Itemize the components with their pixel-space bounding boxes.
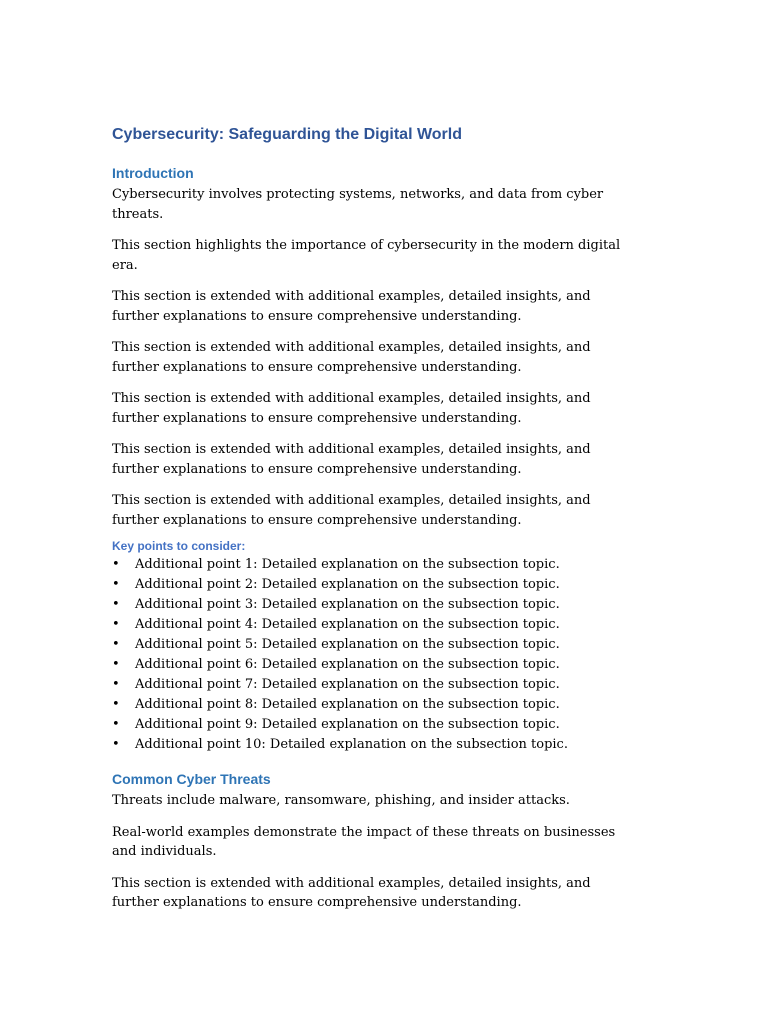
list-item (112, 615, 632, 635)
list-item (112, 655, 632, 675)
bullet-icon: • (112, 637, 120, 652)
bullet-icon: • (112, 697, 120, 712)
paragraph: This section is extended with additional examples, detailed insights, and further explanations to ensure comprehensive understanding. (112, 340, 591, 375)
list-item-text: Additional point 2: Detailed explanation on the subsection topic. (135, 577, 560, 592)
list-item-text: Additional point 3: Detailed explanation on the subsection topic. (135, 597, 560, 612)
list-item (112, 635, 632, 655)
paragraph: Cybersecurity involves protecting systems, networks, and data from cyber threats. (112, 187, 604, 222)
section-heading: Common Cyber Threats (112, 771, 271, 787)
list-item-text: Additional point 5: Detailed explanation on the subsection topic. (135, 637, 560, 652)
bullet-icon: • (112, 557, 120, 572)
section-introduction (112, 163, 632, 755)
paragraph: Real-world examples demonstrate the impact of these threats on businesses and individuals. (112, 824, 616, 859)
section-common-cyber-threats (112, 769, 632, 913)
list-item-text: Additional point 7: Detailed explanation on the subsection topic. (135, 677, 560, 692)
list-item-text: Additional point 9: Detailed explanation on the subsection topic. (135, 717, 560, 732)
bullet-icon: • (112, 717, 120, 732)
list-item (112, 735, 632, 755)
list-item (112, 595, 632, 615)
bullet-icon: • (112, 577, 120, 592)
bullet-icon: • (112, 657, 120, 672)
list-item-text: Additional point 6: Detailed explanation on the subsection topic. (135, 657, 560, 672)
paragraph: This section highlights the importance of cybersecurity in the modern digital era. (112, 238, 621, 273)
list-item (112, 575, 632, 595)
paragraph: This section is extended with additional examples, detailed insights, and further explanations to ensure comprehensive understanding. (112, 442, 591, 477)
paragraph: This section is extended with additional examples, detailed insights, and further explanations to ensure comprehensive understanding. (112, 875, 591, 910)
list-item-text: Additional point 4: Detailed explanation on the subsection topic. (135, 617, 560, 632)
bullet-icon: • (112, 617, 120, 632)
list-item (112, 695, 632, 715)
list-item-text: Additional point 10: Detailed explanation on the subsection topic. (135, 737, 568, 752)
paragraph: This section is extended with additional examples, detailed insights, and further explanations to ensure comprehensive understanding. (112, 391, 591, 426)
document-content (112, 124, 632, 925)
list-item-text: Additional point 1: Detailed explanation on the subsection topic. (135, 557, 560, 572)
bullet-icon: • (112, 737, 120, 752)
paragraph: Threats include malware, ransomware, phishing, and insider attacks. (112, 793, 570, 808)
list-item (112, 555, 632, 575)
key-points-label: Key points to consider: (112, 539, 246, 553)
list-item (112, 715, 632, 735)
list-item-text: Additional point 8: Detailed explanation on the subsection topic. (135, 697, 560, 712)
bullet-icon: • (112, 597, 120, 612)
document-title: Cybersecurity: Safeguarding the Digital World (112, 126, 462, 143)
key-points-list (112, 555, 632, 755)
section-heading: Introduction (112, 165, 194, 181)
paragraph: This section is extended with additional examples, detailed insights, and further explanations to ensure comprehensive understanding. (112, 493, 591, 528)
bullet-icon: • (112, 677, 120, 692)
list-item (112, 675, 632, 695)
paragraph: This section is extended with additional examples, detailed insights, and further explanations to ensure comprehensive understanding. (112, 289, 591, 324)
